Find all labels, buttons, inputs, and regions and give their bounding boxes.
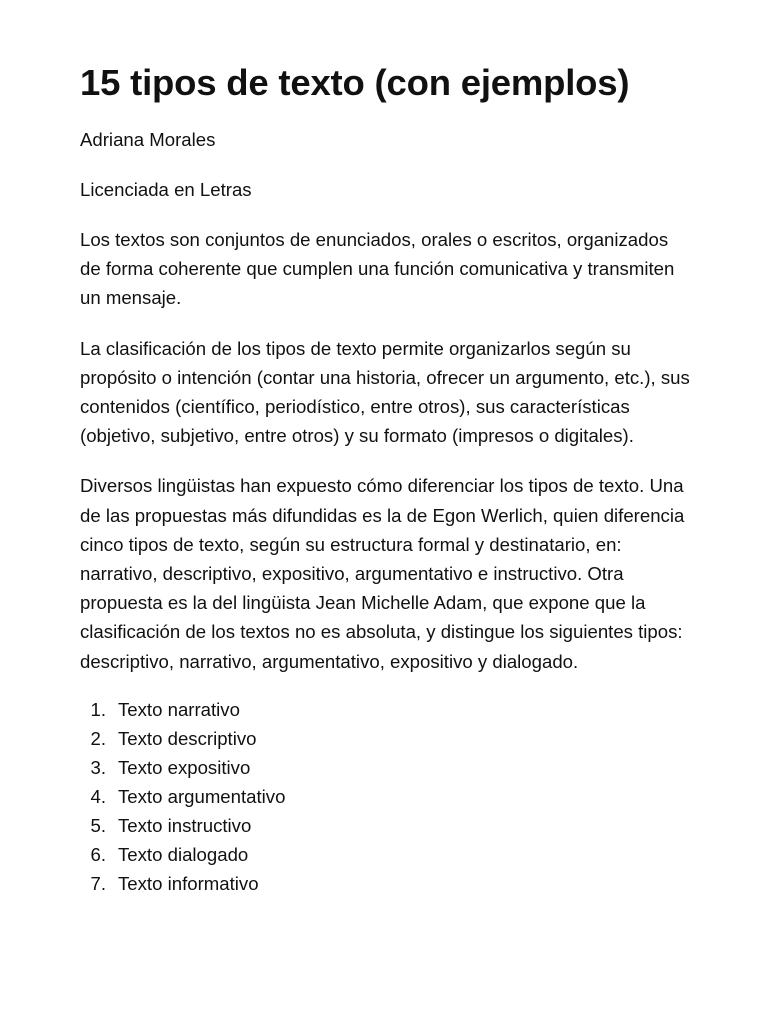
list-item[interactable] [80, 753, 692, 782]
list-item[interactable] [80, 811, 692, 840]
classification-paragraph: La clasificación de los tipos de texto permite organizarlos según su propósito o intención (contar una historia, ofrecer un argumento, etc.), sus contenidos (científico, periodístico, entre otros), sus características (objetivo, subjetivo, entre otros) y su formato (impresos o digitales). [80, 337, 690, 447]
list-item-label: Texto narrativo [118, 698, 240, 720]
text-types-list [80, 695, 692, 898]
list-item-label: Texto expositivo [118, 756, 251, 778]
author-name: Adriana Morales [80, 129, 216, 150]
list-item[interactable] [80, 724, 692, 753]
list-item-label: Texto argumentativo [118, 785, 286, 807]
list-item[interactable] [80, 869, 692, 898]
list-item-number: 2. [90, 727, 106, 749]
author-title: Licenciada en Letras [80, 179, 252, 200]
list-item-number: 4. [90, 785, 106, 807]
list-item-label: Texto dialogado [118, 843, 249, 865]
list-item-number: 7. [90, 872, 106, 894]
list-item-number: 5. [90, 814, 106, 836]
article [80, 58, 692, 898]
intro-paragraph: Los textos son conjuntos de enunciados, orales o escritos, organizados de forma coherente que cumplen una función comunicativa y transmiten un mensaje. [80, 229, 675, 309]
list-item-label: Texto informativo [118, 872, 259, 894]
list-item[interactable] [80, 840, 692, 869]
list-item-number: 3. [90, 756, 106, 778]
list-item[interactable] [80, 782, 692, 811]
list-item-label: Texto descriptivo [118, 727, 257, 749]
list-item[interactable] [80, 695, 692, 724]
list-item-number: 1. [90, 698, 106, 720]
page-title: 15 tipos de texto (con ejemplos) [80, 62, 630, 103]
list-item-number: 6. [90, 843, 106, 865]
linguists-paragraph: Diversos lingüistas han expuesto cómo diferenciar los tipos de texto. Una de las propuestas más difundidas es la de Egon Werlich, quien diferencia cinco tipos de texto, según su estructura formal y destinatario, en: narrativo, descriptivo, expositivo, argumentativo e instructivo. Otra propuesta es la del lingüista Jean Michelle Adam, que expone que la clasificación de los textos no es absoluta, y distingue los siguientes tipos: descriptivo, narrativo, argumentativo, expositivo y dialogado. [80, 475, 685, 672]
list-item-label: Texto instructivo [118, 814, 252, 836]
